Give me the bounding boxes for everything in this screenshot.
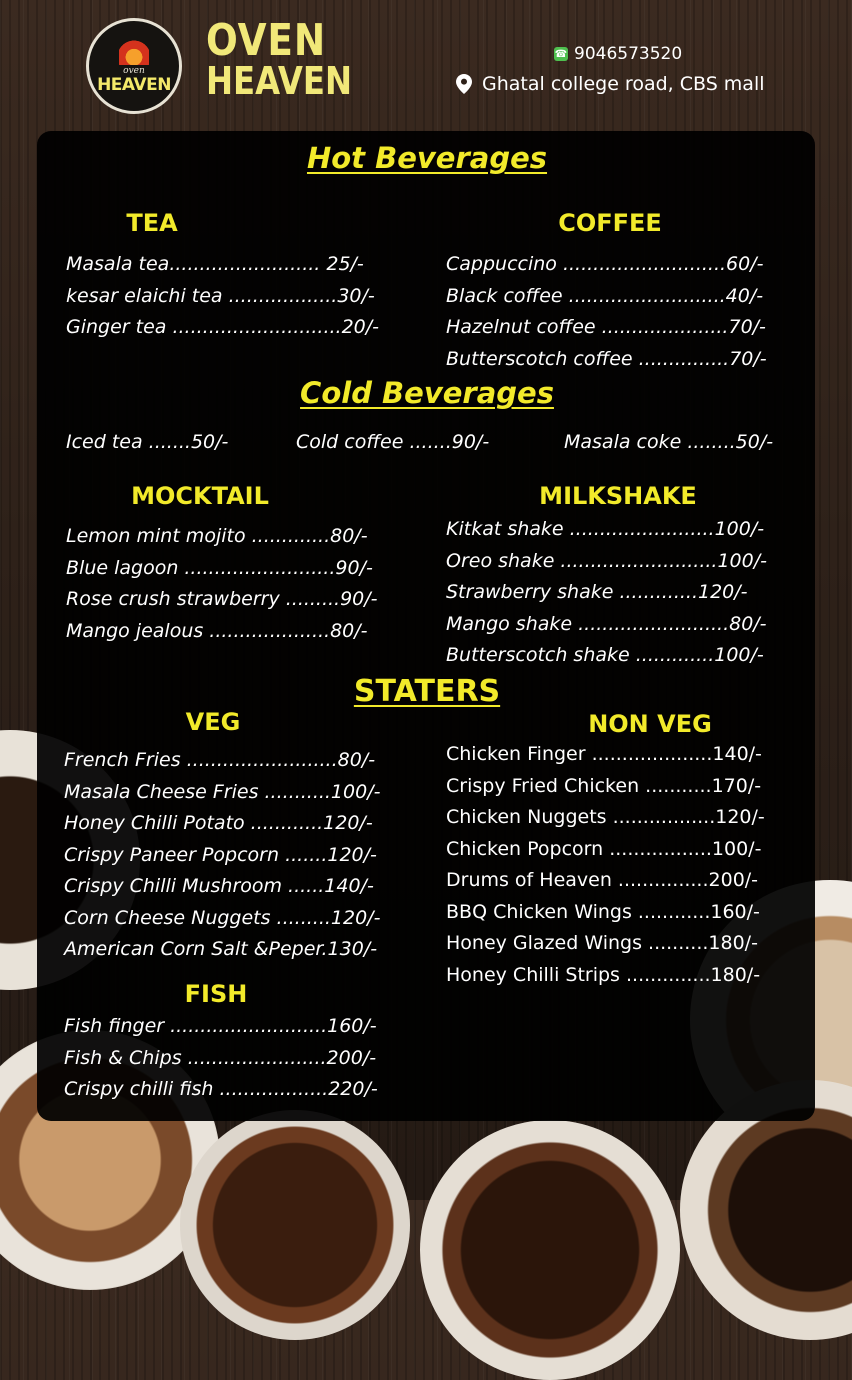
- menu-item: Fish finger ..........................160/-: [64, 1015, 377, 1037]
- menu-item: Black coffee ..........................40/-: [446, 284, 764, 307]
- menu-item: Chicken Finger ....................140/-: [446, 743, 762, 765]
- menu-item: Ginger tea ............................20/-: [66, 316, 380, 338]
- flame-icon: [119, 39, 149, 65]
- category-tea: TEA: [126, 209, 178, 237]
- menu-item: Honey Glazed Wings ..........180/-: [446, 932, 758, 954]
- whatsapp-icon: ☎: [554, 48, 568, 60]
- address: [456, 73, 765, 95]
- menu-item: Butterscotch coffee ...............70/-: [446, 347, 767, 370]
- menu-item: Drums of Heaven ...............200/-: [446, 869, 759, 891]
- menu-item: Honey Chilli Strips ..............180/-: [446, 963, 761, 986]
- menu-item: Crispy Paneer Popcorn .......120/-: [64, 843, 377, 866]
- section-title-hot-beverages: Hot Beverages: [306, 141, 548, 175]
- menu-item: kesar elaichi tea ..................30/-: [66, 284, 375, 307]
- phone-number: [554, 44, 682, 64]
- menu-item: Masala Cheese Fries ...........100/-: [64, 780, 381, 803]
- category-non-veg: NON VEG: [588, 710, 712, 738]
- brand-line-2: HEAVEN: [206, 59, 353, 103]
- section-title-starters: STATERS: [353, 674, 501, 709]
- brand-wordmark: [206, 15, 353, 103]
- menu-item: Mango jealous ....................80/-: [66, 619, 368, 642]
- menu-item: Chicken Nuggets .................120/-: [446, 806, 765, 828]
- menu-item: Crispy Fried Chicken ...........170/-: [446, 774, 762, 797]
- address-text: Ghatal college road, CBS mall: [482, 73, 765, 95]
- tea-list: [66, 249, 379, 344]
- coffee-cup-decoration: [180, 1110, 410, 1340]
- menu-item: Hazelnut coffee .....................70/-: [446, 316, 766, 338]
- mocktail-list: [66, 521, 378, 647]
- category-milkshake: MILKSHAKE: [539, 482, 697, 510]
- menu-item: Crispy chilli fish ..................220/-: [64, 1078, 378, 1100]
- menu-item: Strawberry shake .............120/-: [446, 581, 748, 603]
- category-coffee: COFFEE: [558, 209, 662, 237]
- menu-item: Kitkat shake ........................100/-: [446, 518, 765, 540]
- menu-item: American Corn Salt &Peper.130/-: [64, 938, 378, 960]
- menu-item: Masala coke ........50/-: [564, 431, 774, 453]
- menu-item: Fish & Chips .......................200/-: [64, 1046, 377, 1069]
- menu-item: Rose crush strawberry .........90/-: [66, 588, 378, 610]
- menu-item: Chicken Popcorn .................100/-: [446, 837, 762, 860]
- milkshake-list: [446, 514, 767, 672]
- fish-list: [64, 1011, 378, 1106]
- coffee-cup-decoration: [420, 1120, 680, 1380]
- logo-big-text: HEAVEN: [97, 74, 171, 95]
- location-pin-icon: [456, 74, 472, 94]
- category-veg: VEG: [185, 708, 241, 736]
- menu-item: Lemon mint mojito .............80/-: [66, 525, 368, 547]
- menu-item: Blue lagoon .........................90/-: [66, 556, 373, 579]
- section-title-cold-beverages: Cold Beverages: [300, 376, 554, 410]
- menu-item: French Fries .........................80/-: [64, 749, 376, 771]
- phone-text: 9046573520: [574, 44, 683, 64]
- menu-item: Corn Cheese Nuggets .........120/-: [64, 906, 381, 929]
- brand-line-1: OVEN: [206, 15, 326, 66]
- menu-item: Mango shake .........................80/-: [446, 612, 767, 635]
- non-veg-starters-list: [446, 739, 765, 991]
- menu-item: Cappuccino ...........................60/-: [446, 253, 764, 275]
- menu-item: Iced tea .......50/-: [66, 431, 229, 453]
- brand-logo: [86, 18, 182, 114]
- logo-small-text: oven: [123, 65, 145, 76]
- menu-item: Crispy Chilli Mushroom ......140/-: [64, 875, 374, 897]
- menu-item: Oreo shake ..........................100/-: [446, 549, 767, 572]
- menu-item: Honey Chilli Potato ............120/-: [64, 812, 373, 834]
- menu-item: Masala tea......................... 25/-: [66, 253, 364, 275]
- menu-item: BBQ Chicken Wings ............160/-: [446, 900, 760, 923]
- category-mocktail: MOCKTAIL: [131, 482, 269, 510]
- category-fish: FISH: [184, 980, 248, 1008]
- menu-item: Butterscotch shake .............100/-: [446, 644, 764, 666]
- veg-starters-list: [64, 745, 380, 966]
- coffee-list: [446, 249, 767, 375]
- menu-item: Cold coffee .......90/-: [296, 431, 490, 453]
